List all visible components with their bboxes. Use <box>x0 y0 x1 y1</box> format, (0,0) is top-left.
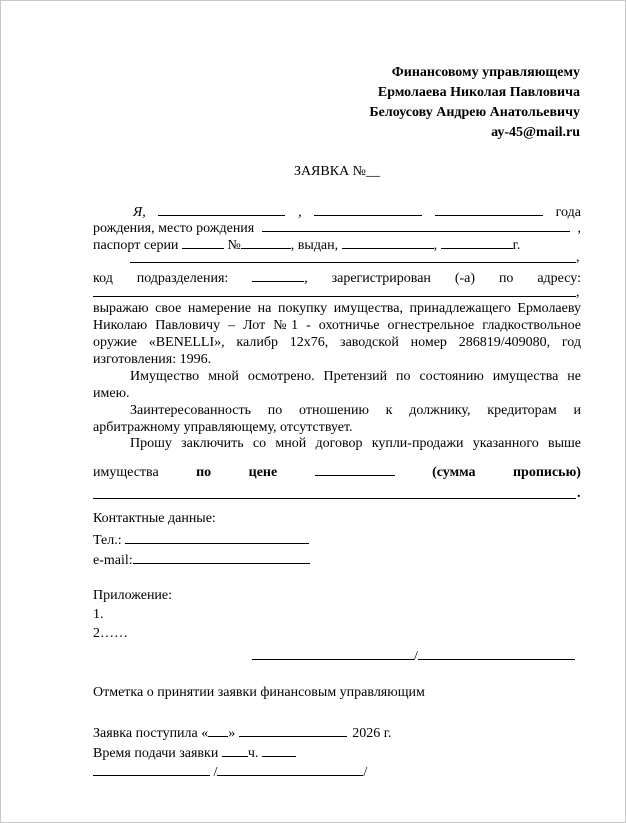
addressee-email: ау-45@mail.ru <box>491 125 580 140</box>
signature-blank[interactable] <box>252 646 414 660</box>
price-blank[interactable] <box>315 462 395 476</box>
inspection-paragraph-line-2: имею. <box>93 386 130 401</box>
goda-text: года <box>555 205 581 220</box>
email-line <box>93 550 310 569</box>
po-text: по <box>498 271 514 286</box>
price-in-words-blank[interactable] <box>93 498 576 499</box>
intent-paragraph-line-3: оружие «BENELLI», калибр 12х76, заводской номер 286819/409080, год <box>93 335 581 350</box>
a-text: (-а) <box>454 271 476 286</box>
period-text: . <box>577 486 581 501</box>
comma-text: , <box>304 271 308 286</box>
acceptance-signature-blank[interactable] <box>93 762 210 776</box>
acceptance-name-blank[interactable] <box>217 762 363 776</box>
minute-blank[interactable] <box>262 743 296 757</box>
phone-label: Тел.: <box>93 533 122 548</box>
comma-text: , <box>577 221 581 236</box>
received-line <box>93 723 391 742</box>
in-words-bold-text: прописью) <box>512 465 581 480</box>
time-line <box>93 743 296 762</box>
passport-line <box>93 235 520 254</box>
acceptance-label: Отметка о принятии заявки финансовым управляющим <box>93 685 425 700</box>
intent-paragraph-line-1: выражаю свое намерение на покупку имущества, принадлежащего Ермолаеву <box>93 301 581 316</box>
division-code-blank[interactable] <box>252 268 304 282</box>
inspection-paragraph-line-1: Имущество мной осмотрено. Претензий по состоянию имущества не <box>130 369 581 384</box>
surname-blank[interactable] <box>158 202 285 216</box>
birth-place-blank[interactable] <box>262 218 570 232</box>
patronymic-blank[interactable] <box>435 202 543 216</box>
addressee-line-3: Белоусову Андрею Анатольевичу <box>369 105 580 120</box>
phone-blank[interactable] <box>125 530 309 544</box>
interest-paragraph-line-1: Заинтересованность по отношению к должнику, кредиторам и <box>130 403 581 418</box>
addressee-line-1: Финансовому управляющему <box>391 65 580 80</box>
imushchestva-text: имущества <box>93 465 159 480</box>
attachment-item-1: 1. <box>93 607 104 622</box>
comma-text: , <box>576 285 580 300</box>
received-year: 2026 г. <box>352 726 392 741</box>
issued-label: , выдан, <box>290 238 339 253</box>
attachment-label: Приложение: <box>93 588 173 603</box>
intent-paragraph-line-4: изготовления: 1996. <box>93 352 212 367</box>
hour-suffix: ч. <box>247 746 259 761</box>
issued-continuation-blank[interactable] <box>130 262 576 263</box>
comma-text: , <box>298 205 302 220</box>
birth-place-label: рождения, место рождения <box>93 221 255 236</box>
name-blank[interactable] <box>314 202 422 216</box>
kod-text: код <box>93 271 113 286</box>
passport-number-label: № <box>227 238 241 253</box>
attachment-item-2: 2…… <box>93 626 128 641</box>
comma-text: , <box>576 250 580 265</box>
hour-blank[interactable] <box>222 743 248 757</box>
acceptance-slash: / <box>213 765 218 780</box>
address-label: адресу: <box>537 271 581 286</box>
request-paragraph-line-1: Прошу заключить со мной договор купли-продажи указанного выше <box>130 436 581 451</box>
registered-text: зарегистрирован <box>331 271 431 286</box>
acceptance-slash-end: / <box>363 765 368 780</box>
email-blank[interactable] <box>133 550 310 564</box>
document-title: ЗАЯВКА №__ <box>293 164 381 179</box>
acceptance-signature-line <box>93 762 367 781</box>
applicant-line-5 <box>93 268 581 287</box>
issue-date-blank[interactable] <box>441 235 513 249</box>
contacts-label: Контактные данные: <box>93 511 216 526</box>
price-line <box>93 462 581 481</box>
received-month-blank[interactable] <box>239 723 347 737</box>
interest-paragraph-line-2: арбитражному управляющему, отсутствует. <box>93 420 353 435</box>
ya-text: Я, <box>133 205 146 220</box>
email-label: e-mail: <box>93 553 133 568</box>
passport-number-blank[interactable] <box>241 235 291 249</box>
po-bold-text: по <box>196 465 212 480</box>
year-suffix: г. <box>512 238 521 253</box>
address-blank[interactable] <box>93 296 576 297</box>
phone-line <box>93 530 309 549</box>
passport-series-blank[interactable] <box>182 235 224 249</box>
comma-text: , <box>433 238 438 253</box>
issued-by-blank[interactable] <box>342 235 434 249</box>
received-quote: » <box>228 726 236 741</box>
time-prefix: Время подачи заявки <box>93 746 219 761</box>
passport-series-label: паспорт серии <box>93 238 179 253</box>
signature-line <box>252 646 575 665</box>
podrazdeleniya-text: подразделения: <box>136 271 229 286</box>
cene-bold-text: цене <box>248 465 278 480</box>
sum-bold-text: (сумма <box>432 465 476 480</box>
received-prefix: Заявка поступила « <box>93 726 209 741</box>
signature-slash: / <box>414 649 418 664</box>
received-day-blank[interactable] <box>208 723 228 737</box>
addressee-line-2: Ермолаева Николая Павловича <box>377 85 580 100</box>
intent-paragraph-line-2: Николаю Павловичу – Лот №1 - охотничье огнестрельное гладкоствольное <box>93 318 581 333</box>
signature-name-blank[interactable] <box>418 646 575 660</box>
